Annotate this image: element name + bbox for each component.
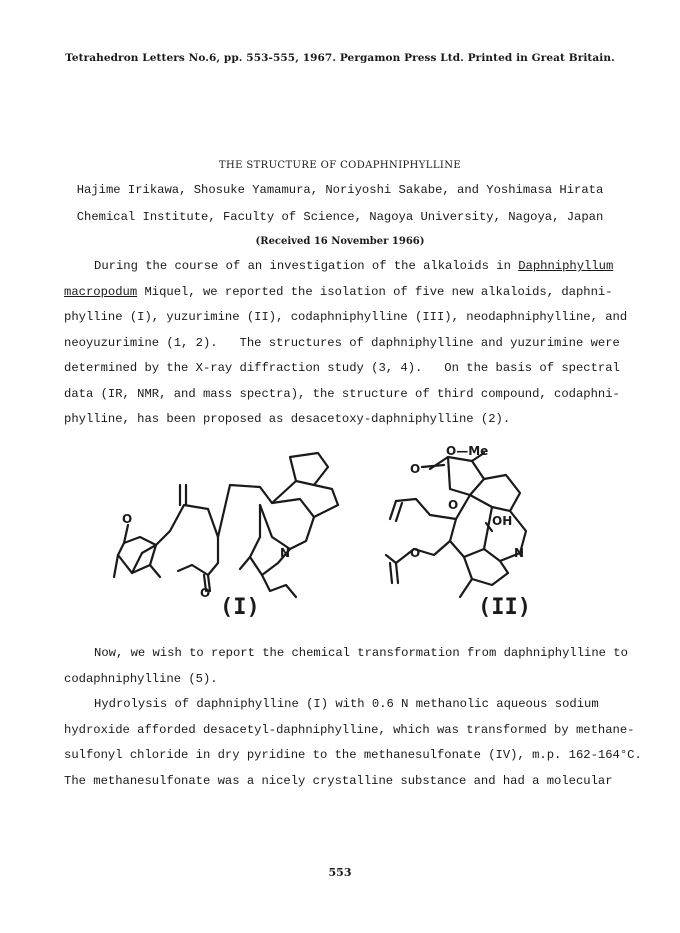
paragraph-3 [64, 692, 642, 794]
text-line: phylline (I), yuzurimine (II), codaphniphylline (III), neodaphniphylline, and [64, 310, 628, 324]
page-number: 553 [328, 866, 352, 879]
atom-o-label: O [410, 546, 421, 560]
ester-carbonyl [390, 501, 402, 521]
text-line: phylline, has been proposed as desacetoxy-daphniphylline (2). [64, 412, 511, 426]
journal-header: Tetrahedron Letters No.6, pp. 553-555, 1967. Pergamon Press Ltd. Printed in Great Britain. [65, 52, 615, 64]
paragraph-1 [64, 254, 628, 433]
methyl-bond [460, 579, 472, 597]
text-span: Miquel, we reported the isolation of five new alkaloids, daphni- [137, 284, 613, 299]
acetate-bond [192, 537, 218, 575]
text-line: sulfonyl chloride in dry pyridine to the methanesulfonate (IV), m.p. 162-164°C. [64, 748, 642, 762]
text-line: Hydrolysis of daphniphylline (I) with 0.6 N methanolic aqueous sodium [94, 697, 599, 711]
o-bond [124, 525, 128, 543]
text-line: codaphniphylline (5). [64, 671, 218, 686]
chain-bond [156, 505, 218, 545]
author-list: Hajime Irikawa, Shosuke Yamamura, Noriyoshi Sakabe, and Yoshimasa Hirata [76, 183, 604, 197]
text-line: hydroxide afforded desacetyl-daphniphylline, which was transformed by methane- [64, 722, 635, 737]
genus-name: Daphniphyllum [518, 259, 614, 273]
text-line: The methanesulfonate was a nicely crystalline substance and had a molecular [64, 773, 613, 788]
text-line: Now, we wish to report the chemical transformation from daphniphylline to [94, 646, 628, 660]
atom-n-label: N [280, 546, 291, 560]
text-line: data (IR, NMR, and mass spectra), the structure of third compound, codaphni- [64, 386, 620, 401]
acetoxy-carbonyl [390, 563, 398, 583]
skeleton-bond [240, 557, 250, 569]
structure-figure [100, 445, 580, 625]
affiliation: Chemical Institute, Faculty of Science, Nagoya University, Nagoya, Japan [76, 210, 604, 224]
lactone-carbonyl [422, 457, 448, 469]
skeleton-ring [250, 505, 290, 575]
atom-o-label: O [200, 586, 211, 600]
acetate-methyl [178, 565, 192, 571]
lactone-ring [448, 457, 484, 495]
text-span: During the course of an investigation of the alkaloids in [94, 259, 511, 273]
atom-o-label: O [448, 498, 459, 512]
text-line [64, 280, 613, 306]
atom-o-label: O [410, 462, 421, 476]
skeleton-ring [470, 475, 520, 511]
received-date: (Received 16 November 1966) [255, 236, 425, 247]
isopropyl-bond [262, 575, 296, 597]
article-title: THE STRUCTURE OF CODAPHNIPHYLLINE [218, 160, 462, 171]
skeleton-ring [218, 485, 314, 549]
atom-n-label: N [514, 546, 525, 560]
atom-ome-label: O—Me [446, 445, 489, 458]
skeleton-bond [314, 485, 338, 517]
paragraph-2 [64, 641, 628, 692]
compound-label-I: (I) [220, 595, 260, 620]
text-line: neoyuzurimine (1, 2). The structures of daphniphylline and yuzurimine were [64, 335, 620, 350]
species-name: macropodum [64, 284, 138, 299]
carbonyl-bond [180, 485, 186, 505]
text-line: determined by the X-ray diffraction study (3, 4). On the basis of spectral [64, 361, 620, 375]
methyl-bond [114, 555, 118, 577]
atom-oh-label: OH [492, 514, 513, 528]
methyl-bond [150, 565, 160, 577]
ester-chain [396, 498, 459, 519]
atom-o-label: O [122, 512, 133, 526]
compound-label-II: (II) [478, 595, 531, 620]
text-line [64, 254, 614, 280]
